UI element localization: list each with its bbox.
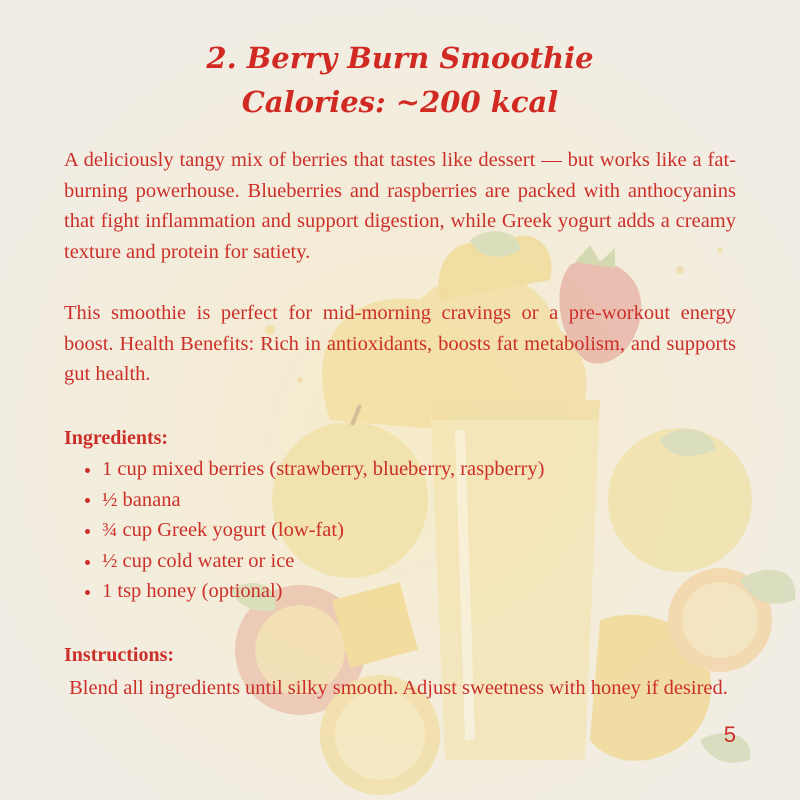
bullet-icon <box>80 454 102 485</box>
ingredients-heading: Ingredients: <box>64 427 169 449</box>
bullet-icon <box>80 485 102 516</box>
list-item <box>80 515 544 546</box>
ingredients-list <box>80 454 544 607</box>
list-item <box>80 576 544 607</box>
list-item <box>80 546 544 577</box>
benefits-paragraph: This smoothie is perfect for mid-morning cravings or a pre-workout energy boost. Health Benefits: Rich in antioxidants, boosts fat metabolism, and supports gut health. <box>64 302 736 385</box>
instructions-text: Blend all ingredients until silky smooth. Adjust sweetness with honey if desired. <box>64 677 728 699</box>
ingredient-text: ¾ cup Greek yogurt (low-fat) <box>102 519 344 542</box>
title-line-calories: Calories: ~200 kcal <box>241 85 559 119</box>
intro-paragraph: A deliciously tangy mix of berries that tastes like dessert — but works like a fat-burning powerhouse. Blueberries and raspberries are packed with anthocyanins that fight inflammation and support digestion, while Greek yogurt adds a creamy texture and protein for satiety. <box>64 149 736 263</box>
bullet-icon <box>80 515 102 546</box>
instructions-heading: Instructions: <box>64 644 175 666</box>
title-line-recipe-name: 2. Berry Burn Smoothie <box>206 41 594 75</box>
bullet-icon <box>80 576 102 607</box>
page-number: 5 <box>723 722 736 747</box>
ingredient-text: ½ cup cold water or ice <box>102 549 295 572</box>
ingredient-text: 1 tsp honey (optional) <box>102 580 283 603</box>
bullet-icon <box>80 546 102 577</box>
list-item <box>80 454 544 485</box>
list-item <box>80 485 544 516</box>
page-title <box>0 36 800 124</box>
ingredient-text: 1 cup mixed berries (strawberry, blueberry, raspberry) <box>102 458 545 480</box>
ingredient-text: ½ banana <box>102 488 181 511</box>
